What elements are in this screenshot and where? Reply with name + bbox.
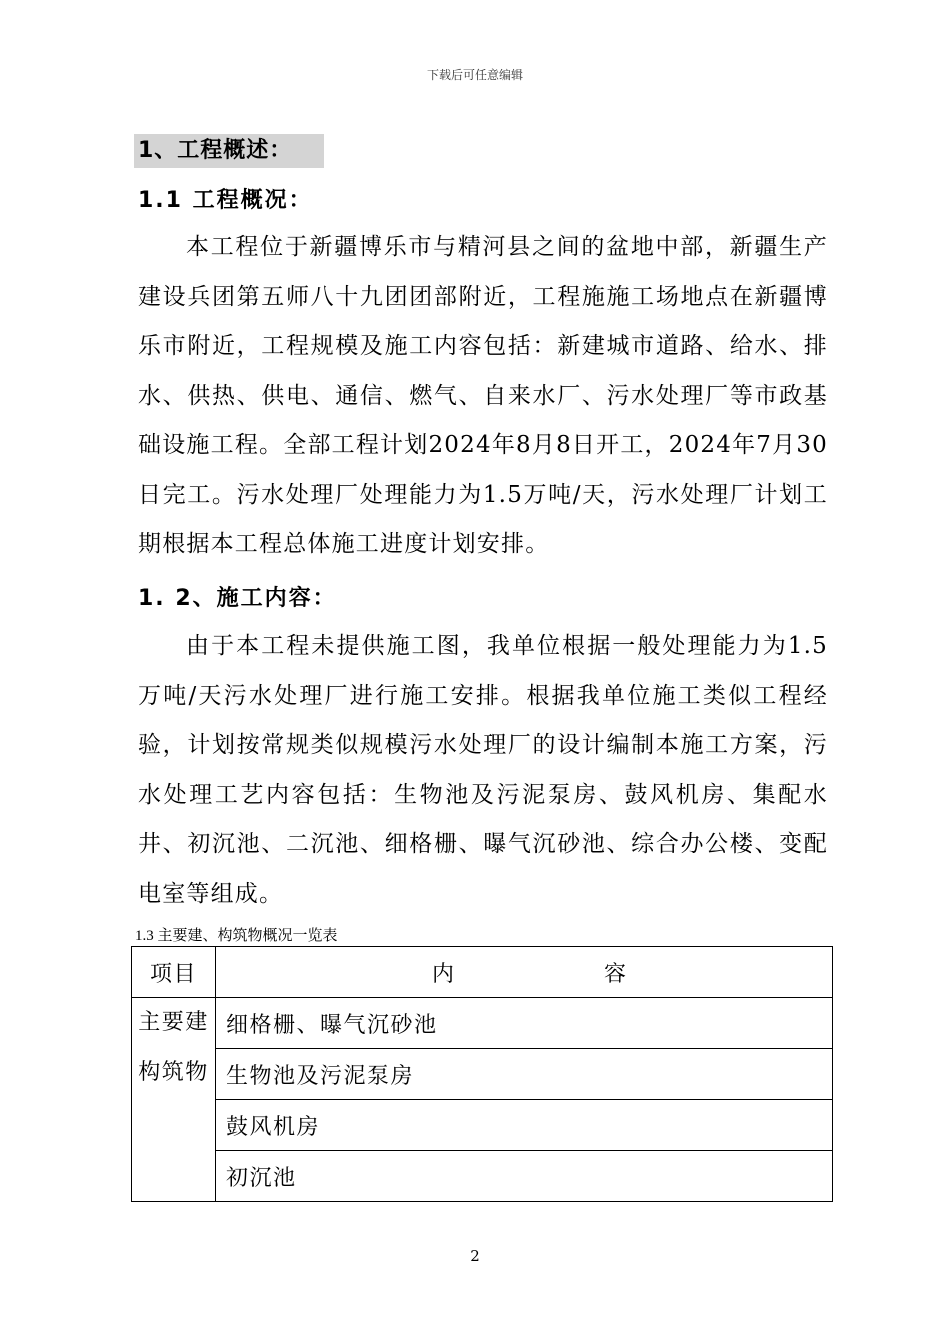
category-line-2: 构筑物 xyxy=(138,1060,209,1085)
section-1-1-paragraph xyxy=(138,223,828,570)
table-cell: 鼓风机房 xyxy=(216,1100,833,1151)
table-header-row xyxy=(132,947,833,998)
table-row xyxy=(132,1151,833,1202)
table-row xyxy=(132,998,833,1049)
table-row xyxy=(132,1049,833,1100)
table-caption: 1.3 主要建、构筑物概况一览表 xyxy=(135,928,338,944)
header-content-label: 内容 xyxy=(431,961,776,987)
category-cell xyxy=(132,998,216,1202)
table-cell: 细格栅、曝气沉砂池 xyxy=(216,998,833,1049)
header-item: 项目 xyxy=(132,947,216,998)
category-line-1: 主要建 xyxy=(138,1010,209,1035)
section-1-2-paragraph xyxy=(138,622,828,919)
header-content xyxy=(216,947,833,998)
section-1-2-text: 由于本工程未提供施工图，我单位根据一般处理能力为1.5万吨/天污水处理厂进行施工安排。根据我单位施工类似工程经验，计划按常规类似规模污水处理厂的设计编制本施工方案，污水处理工艺内容包括：生物池及污泥泵房、鼓风机房、集配水井、初沉池、二沉池、细格栅、曝气沉砂池、综合办公楼、变配电室等组成。 xyxy=(138,633,828,907)
page-number: 2 xyxy=(470,1247,480,1265)
section-1-1-text: 本工程位于新疆博乐市与精河县之间的盆地中部，新疆生产建设兵团第五师八十九团团部附近，工程施施工场地点在新疆博乐市附近，工程规模及施工内容包括：新建城市道路、给水、排水、供热、供电、通信、燃气、自来水厂、污水处理厂等市政基础设施工程。全部工程计划2024年8月8日开工，2024年7月30日完工。污水处理厂处理能力为1.5万吨/天，污水处理厂计划工期根据本工程总体施工进度计划安排。 xyxy=(138,234,828,557)
table-cell: 生物池及污泥泵房 xyxy=(216,1049,833,1100)
section-1-2-heading: 1. 2、施工内容： xyxy=(138,586,337,611)
structures-table xyxy=(131,946,833,1202)
page-header: 下载后可任意编辑 xyxy=(426,68,523,82)
table-cell: 初沉池 xyxy=(216,1151,833,1202)
table-row xyxy=(132,1100,833,1151)
section-1-heading: 1、工程概述： xyxy=(134,134,324,168)
section-1-1-heading: 1.1 工程概况： xyxy=(138,188,313,213)
